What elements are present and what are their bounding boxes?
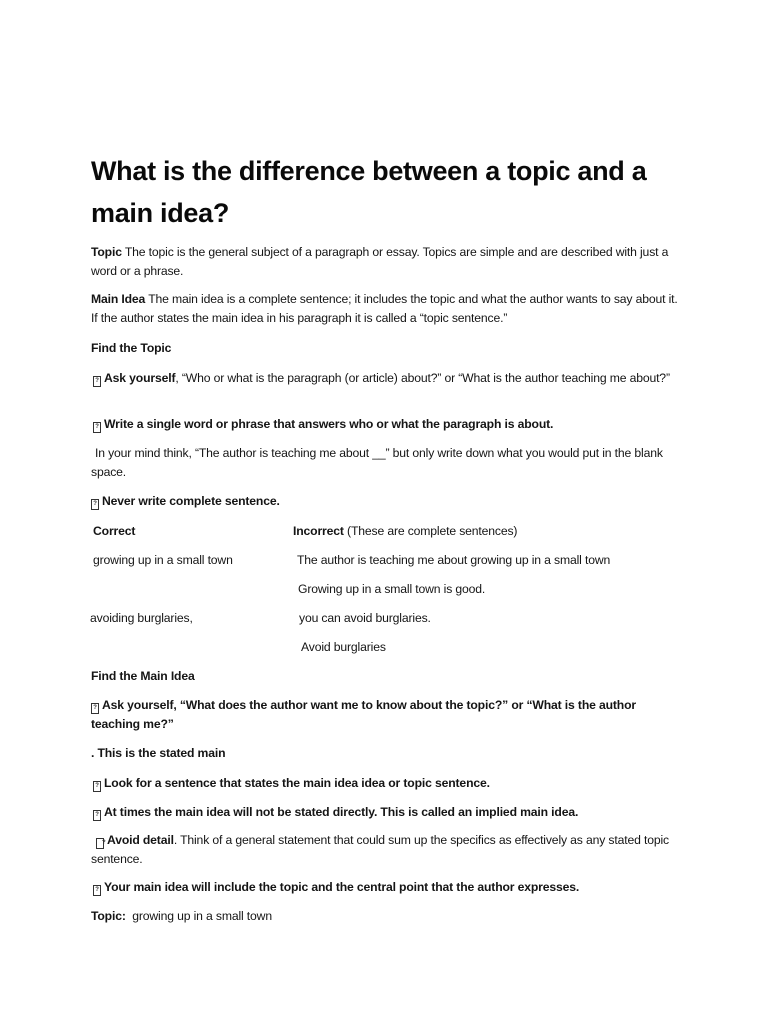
find-main-idea-avoid — [91, 831, 679, 869]
topic-example-label: Topic: — [91, 909, 126, 923]
main-idea-definition-text: The main idea is a complete sentence; it includes the topic and what the author wants to say about it. If the author states the main idea in his paragraph it is called a “topic sentence.” — [91, 292, 678, 325]
topic-example — [91, 907, 691, 926]
find-topic-never — [91, 492, 691, 511]
find-topic-write — [93, 415, 693, 434]
ask-yourself-label: Ask yourself — [104, 371, 176, 385]
find-topic-ask — [93, 369, 681, 388]
main-idea-definition — [91, 290, 679, 328]
missing-glyph-bullet-icon: ? — [93, 781, 101, 792]
find-topic-never-text: Never write complete sentence. — [102, 494, 280, 508]
find-main-idea-your-main — [93, 878, 693, 897]
find-main-idea-look — [93, 774, 693, 793]
incorrect-cell: Growing up in a small town is good. — [298, 582, 486, 596]
find-main-idea-ask-text: Ask yourself, “What does the author want me to know about the topic?” or “What is the author teaching me?” — [91, 698, 636, 731]
missing-glyph-bullet-icon: ? — [93, 885, 101, 896]
missing-glyph-bullet-icon: ? — [91, 703, 99, 714]
find-main-idea-your-main-text: Your main idea will include the topic and the central point that the author expresses. — [104, 880, 580, 894]
find-main-idea-avoid-text: . Think of a general statement that could sum up the specifics as effectively as any stated topic sentence. — [91, 833, 669, 866]
incorrect-cell: Avoid burglaries — [301, 640, 386, 654]
incorrect-cell: you can avoid burglaries. — [299, 611, 431, 625]
missing-glyph-bullet-icon: ? — [93, 376, 101, 387]
page-title: What is the difference between a topic and a main idea? — [91, 156, 647, 228]
find-topic-write-text: Write a single word or phrase that answers who or what the paragraph is about. — [104, 417, 554, 431]
find-main-idea-ask — [91, 696, 679, 734]
missing-glyph-bullet-icon: ? — [93, 422, 101, 433]
topic-label: Topic — [91, 245, 122, 259]
find-main-idea-at-times — [93, 803, 693, 822]
find-topic-ask-text: , “Who or what is the paragraph (or article) about?” or “What is the author teaching me about?” — [175, 371, 670, 385]
main-idea-label: Main Idea — [91, 292, 146, 306]
incorrect-header — [293, 522, 517, 541]
missing-glyph-bullet-icon: ? — [93, 810, 101, 821]
topic-definition-text: The topic is the general subject of a paragraph or essay. Topics are simple and are described with just a word or a phrase. — [91, 245, 669, 278]
topic-example-value: growing up in a small town — [125, 909, 272, 923]
missing-glyph-bullet-icon: ? — [96, 838, 104, 849]
stated-main-text: . This is the stated main — [91, 746, 226, 760]
correct-header: Correct — [93, 524, 136, 538]
find-main-idea-look-text: Look for a sentence that states the main idea idea or topic sentence. — [104, 776, 490, 790]
correct-cell: growing up in a small town — [93, 553, 233, 567]
find-topic-mind: In your mind think, “The author is teaching me about __” but only write down what you would put in the blank space. — [91, 446, 663, 479]
missing-glyph-bullet-icon: ? — [91, 499, 99, 510]
find-main-idea-at-times-text: At times the main idea will not be stated directly. This is called an implied main idea. — [104, 805, 579, 819]
incorrect-header-label: Incorrect — [293, 524, 344, 538]
incorrect-cell: The author is teaching me about growing up in a small town — [297, 553, 611, 567]
find-main-idea-heading: Find the Main Idea — [91, 669, 195, 683]
correct-cell: avoiding burglaries, — [90, 611, 193, 625]
find-topic-heading: Find the Topic — [91, 341, 172, 355]
incorrect-header-note: (These are complete sentences) — [343, 524, 518, 538]
topic-definition — [91, 243, 679, 281]
avoid-detail-label: Avoid detail — [107, 833, 174, 847]
